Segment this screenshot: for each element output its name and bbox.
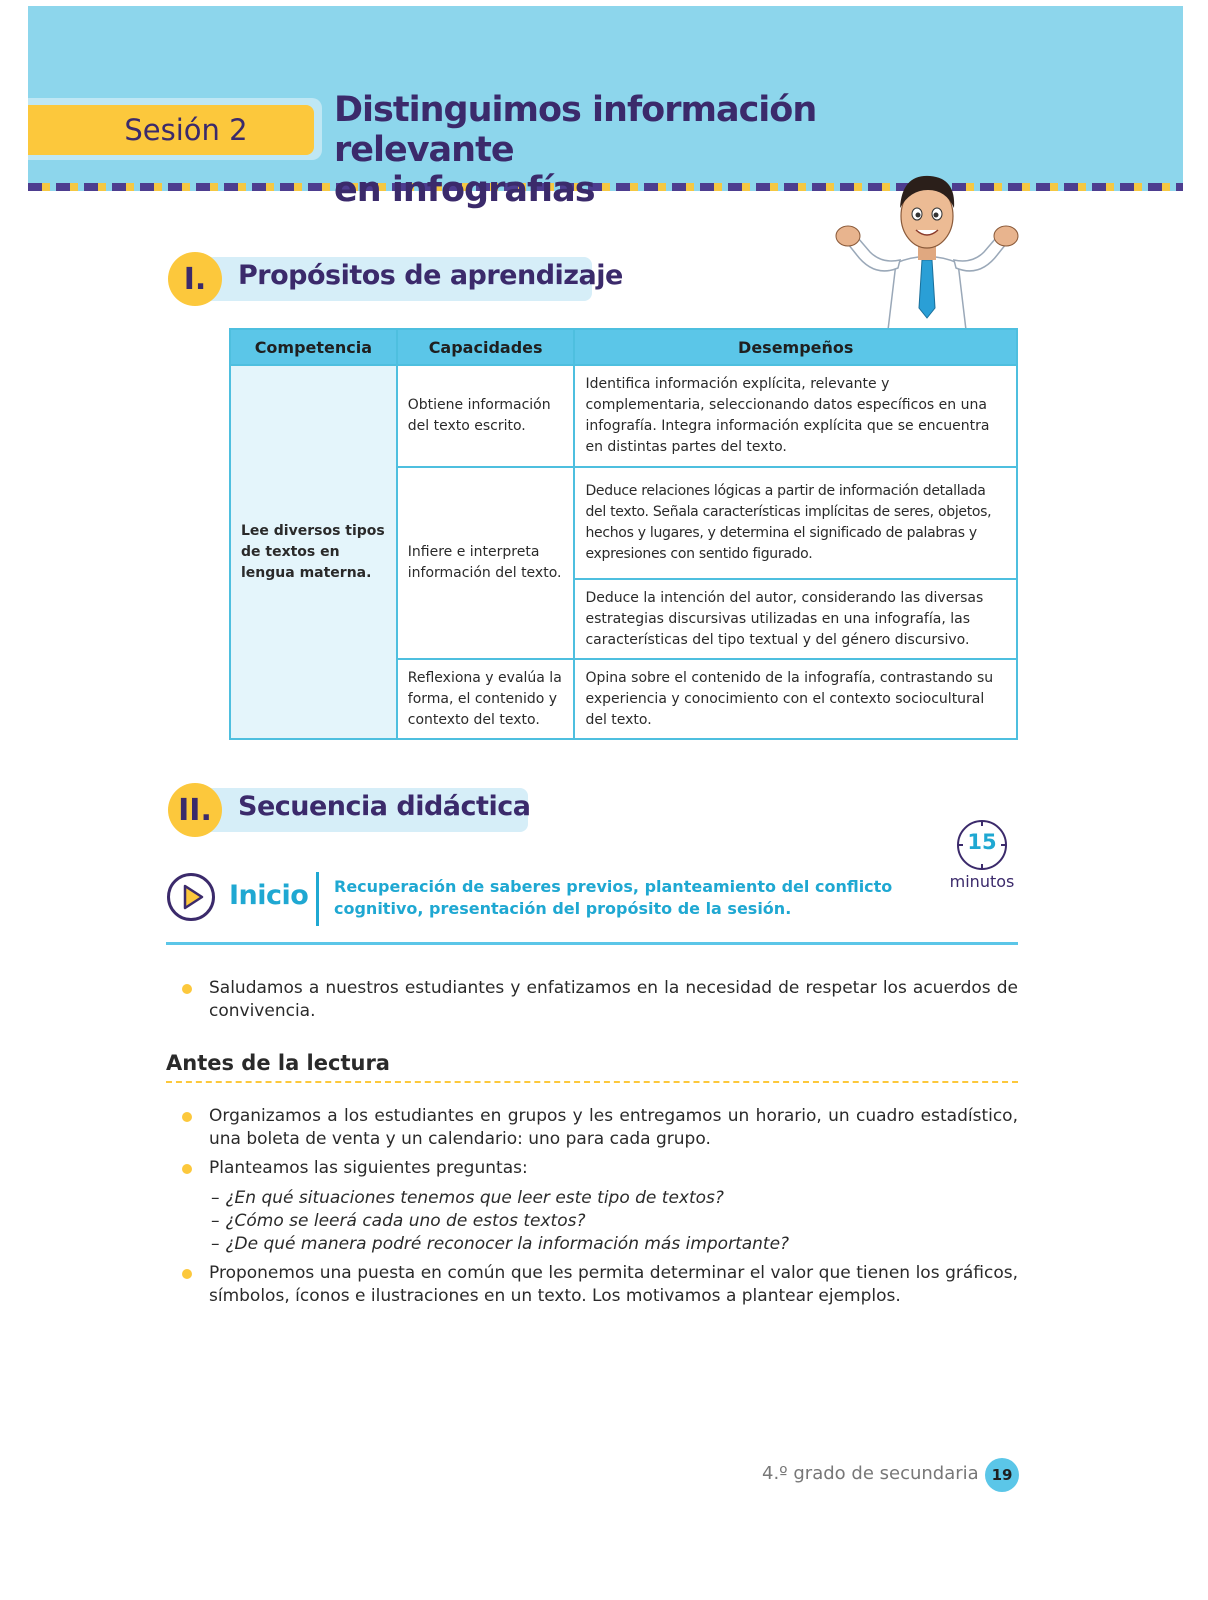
section-heading-proposito [168,257,623,301]
teacher-illustration-icon [834,168,1020,330]
question-item: – ¿En qué situaciones tenemos que leer este tipo de textos? [211,1188,724,1208]
column-header-capacidades: Capacidades [397,329,575,365]
bullet-dot [182,1112,192,1122]
question-text: ¿En qué situaciones tenemos que leer este tipo de textos? [225,1188,724,1208]
section-heading-secuencia [168,788,531,832]
bullet-dot [182,984,192,994]
desempeno-cell: Deduce relaciones lógicas a partir de información detallada del texto. Señala características implícitas de seres, objetos, hechos y lugares, y determina el significado de palabras y expresiones con sentido figurado. [574,467,1017,579]
title-line-1: Distinguimos información relevante [334,90,817,170]
dashed-divider [166,1081,1018,1083]
list-item: Planteamos las siguientes preguntas: [209,1158,528,1178]
inicio-description: Recuperación de saberes previos, planteamiento del conflicto cognitivo, presentación del propósito de la sesión. [334,877,893,918]
page-number: 19 [985,1458,1019,1492]
list-item: Organizamos a los estudiantes en grupos y les entregamos un horario, un cuadro estadístico, una boleta de venta y un calendario: uno para cada grupo. [209,1106,1018,1149]
section-title: Secuencia didáctica [238,791,531,822]
inicio-rule [166,942,1018,945]
inicio-label: Inicio [229,880,309,911]
competency-table [229,328,1018,740]
table-header-row [230,329,1017,365]
column-header-desempenos: Desempeños [574,329,1017,365]
list-item: Proponemos una puesta en común que les permita determinar el valor que tienen los gráficos, símbolos, íconos e ilustraciones en un texto. Los motivamos a plantear ejemplos. [209,1263,1018,1306]
inicio-divider [316,872,319,926]
capacidad-cell: Infiere e interpreta información del texto. [397,467,575,659]
desempeno-cell: Identifica información explícita, relevante y complementaria, seleccionando datos específicos en una infografía. Integra información explícita que se encuentra en distintas partes del texto. [574,365,1017,467]
play-icon [166,872,216,922]
desempeno-cell: Opina sobre el contenido de la infografía, contrastando su experiencia y conocimiento con el contexto sociocultural del texto. [574,659,1017,739]
session-label: Sesión 2 [124,113,248,147]
subsection-heading: Antes de la lectura [166,1051,390,1075]
question-item: – ¿Cómo se leerá cada uno de estos textos? [211,1211,586,1231]
table-row [230,365,1017,467]
capacidad-cell: Obtiene información del texto escrito. [397,365,575,467]
desempeno-cell: Deduce la intención del autor, considerando las diversas estrategias discursivas utilizadas en una infografía, las características del tipo textual y del género discursivo. [574,579,1017,659]
footer-grade: 4.º grado de secundaria [762,1463,979,1484]
bullet-dot [182,1164,192,1174]
question-text: ¿De qué manera podré reconocer la información más importante? [225,1234,790,1254]
session-badge [28,105,314,155]
section-title: Propósitos de aprendizaje [238,260,623,291]
timer-unit: minutos [949,872,1015,891]
column-header-competencia: Competencia [230,329,397,365]
bullet-dot [182,1269,192,1279]
capacidad-cell: Reflexiona y evalúa la forma, el contenido y contexto del texto. [397,659,575,739]
title-line-2: en infografías [334,170,595,210]
competencia-cell: Lee diversos tipos de textos en lengua materna. [230,365,397,739]
question-text: ¿Cómo se leerá cada uno de estos textos? [225,1211,586,1231]
timer-value: 15 [967,830,997,854]
section-number-badge: II. [168,783,222,837]
list-item: Saludamos a nuestros estudiantes y enfatizamos en la necesidad de respetar los acuerdos de convivencia. [209,978,1018,1021]
question-item: – ¿De qué manera podré reconocer la información más importante? [211,1234,790,1254]
section-number-badge: I. [168,252,222,306]
